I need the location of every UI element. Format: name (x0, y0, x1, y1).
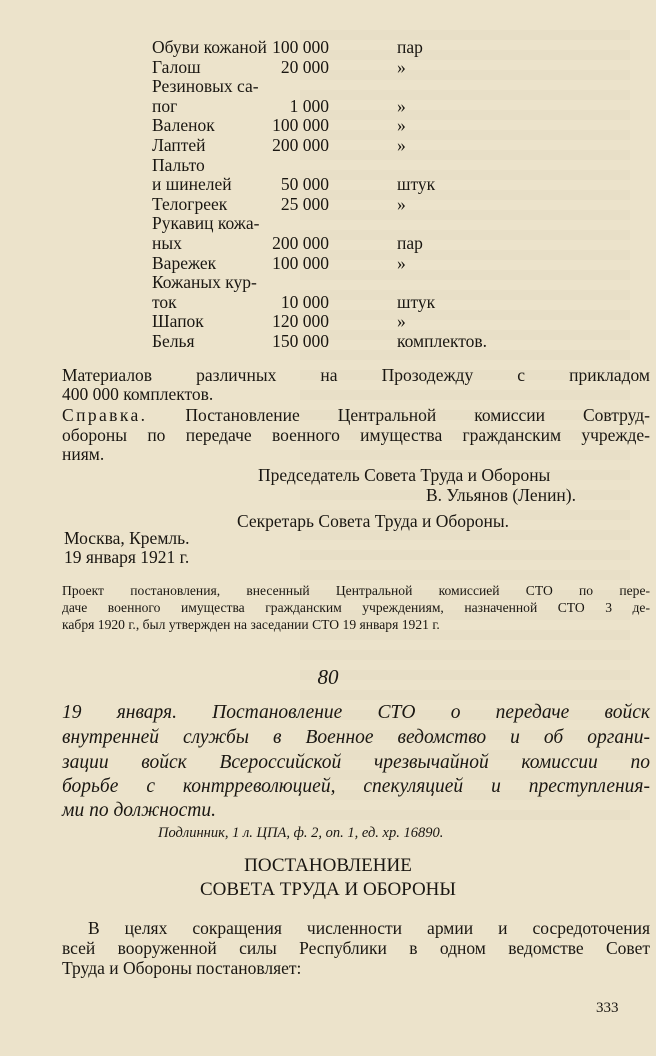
title-line-5: ми по должности. (62, 800, 217, 821)
inventory-row (152, 38, 532, 58)
title-line-1: 19 января. Постановление СТО о передаче войск (62, 702, 650, 723)
inventory-item-name: Галош (152, 56, 201, 77)
inventory-row (152, 293, 532, 313)
inventory-item-unit: » (397, 115, 406, 136)
inventory-item-unit: пар (397, 232, 423, 253)
inventory-item-unit: » (397, 252, 406, 273)
inventory-item-unit: » (397, 95, 406, 116)
inventory-row (152, 156, 532, 176)
heading-2: СОВЕТА ТРУДА И ОБОРОНЫ (200, 879, 456, 900)
inventory-row (152, 175, 532, 195)
inventory-item-unit: » (397, 193, 406, 214)
inventory-item-qty: 25 000 (280, 193, 329, 214)
body-line-3: Труда и Обороны постановляет: (62, 958, 302, 978)
chair-title: Председатель Совета Труда и Обороны (258, 465, 551, 485)
inventory-row (152, 195, 532, 215)
inventory-item-name: Кожаных кур- (152, 272, 257, 293)
inventory-item-qty: 1 000 (289, 95, 329, 116)
inventory-row (152, 116, 532, 136)
inventory-item-name: Телогреек (152, 193, 228, 214)
inventory-item-name: Варежек (152, 252, 217, 273)
inventory-item-qty: 200 000 (272, 232, 329, 253)
inventory-row (152, 234, 532, 254)
inventory-row (152, 332, 532, 352)
inventory-row (152, 136, 532, 156)
inventory-item-qty: 150 000 (272, 330, 329, 351)
body-line-2: всей вооруженной силы Республики в одном ведомстве Совет (62, 938, 650, 958)
inventory-item-qty: 200 000 (272, 134, 329, 155)
reference-label: Справка. (62, 405, 148, 425)
reference-line-3: ниям. (62, 444, 105, 464)
inventory-item-name: пог (152, 95, 178, 116)
inventory-item-qty: 120 000 (272, 311, 329, 332)
title-line-4: борьбе с контрреволюцией, спекуляцией и преступления- (62, 776, 650, 797)
inventory-item-unit: » (397, 56, 406, 77)
inventory-row (152, 214, 532, 234)
title-line-2: внутренней службы в Военное ведомство и об органи- (62, 727, 650, 748)
inventory-item-name: Валенок (152, 115, 215, 136)
reference-line-2: обороны по передаче военного имущества гражданским учрежде- (62, 425, 650, 445)
materials-line-1: Материалов различных на Прозодежду с прикладом (62, 365, 650, 385)
chair-name: В. Ульянов (Ленин). (426, 485, 576, 505)
inventory-row (152, 97, 532, 117)
document-number: 80 (317, 665, 339, 689)
secretary-title: Секретарь Совета Труда и Обороны. (237, 511, 510, 531)
page-number: 333 (596, 1000, 619, 1016)
materials-line-2: 400 000 комплектов. (62, 384, 214, 404)
inventory-item-name: Резиновых са- (152, 76, 259, 97)
inventory-row (152, 77, 532, 97)
note-line-1: Проект постановления, внесенный Центральной комиссией СТО по пере- (62, 583, 650, 598)
inventory-item-name: ных (152, 232, 182, 253)
note-line-2: даче военного имущества гражданским учреждениям, назначенной СТО 3 де- (62, 600, 650, 615)
inventory-item-name: Обуви кожаной (152, 37, 267, 57)
inventory-item-qty: 10 000 (280, 291, 329, 312)
reference-line-1 (62, 405, 650, 426)
inventory-item-unit: штук (397, 291, 436, 312)
source-reference: Подлинник, 1 л. ЦПА, ф. 2, оп. 1, ед. хр. 16890. (158, 825, 444, 841)
inventory-item-qty: 20 000 (280, 56, 329, 77)
inventory-row (152, 273, 532, 293)
inventory-row (152, 312, 532, 332)
body-line-1: В целях сокращения численности армии и сосредоточения (88, 918, 650, 938)
inventory-item-name: Пальто (152, 154, 205, 175)
inventory-item-unit: » (397, 311, 406, 332)
inventory-item-unit: » (397, 134, 406, 155)
inventory-item-name: и шинелей (152, 174, 232, 195)
heading-1: ПОСТАНОВЛЕНИЕ (244, 855, 412, 876)
inventory-item-qty: 100 000 (272, 37, 329, 57)
inventory-item-qty: 50 000 (280, 174, 329, 195)
inventory-item-unit: пар (397, 37, 423, 57)
date: 19 января 1921 г. (64, 547, 190, 567)
inventory-item-name: Шапок (152, 311, 204, 332)
inventory-row (152, 254, 532, 274)
inventory-item-name: ток (152, 291, 177, 312)
inventory-item-unit: штук (397, 174, 436, 195)
inventory-item-name: Рукавиц кожа- (152, 213, 260, 234)
title-line-3: зации войск Всероссийской чрезвычайной комиссии по (62, 752, 650, 773)
inventory-item-qty: 100 000 (272, 115, 329, 136)
inventory-item-unit: комплектов. (397, 330, 488, 351)
reference-text: Постановление Центральной комиссии Совтруд- (185, 405, 651, 425)
inventory-item-qty: 100 000 (272, 252, 329, 273)
inventory-list (152, 38, 532, 352)
note-line-3: кабря 1920 г., был утвержден на заседании СТО 19 января 1921 г. (62, 617, 440, 632)
inventory-row (152, 58, 532, 78)
place: Москва, Кремль. (64, 528, 190, 548)
inventory-item-name: Белья (152, 330, 195, 351)
inventory-item-name: Лаптей (152, 134, 206, 155)
